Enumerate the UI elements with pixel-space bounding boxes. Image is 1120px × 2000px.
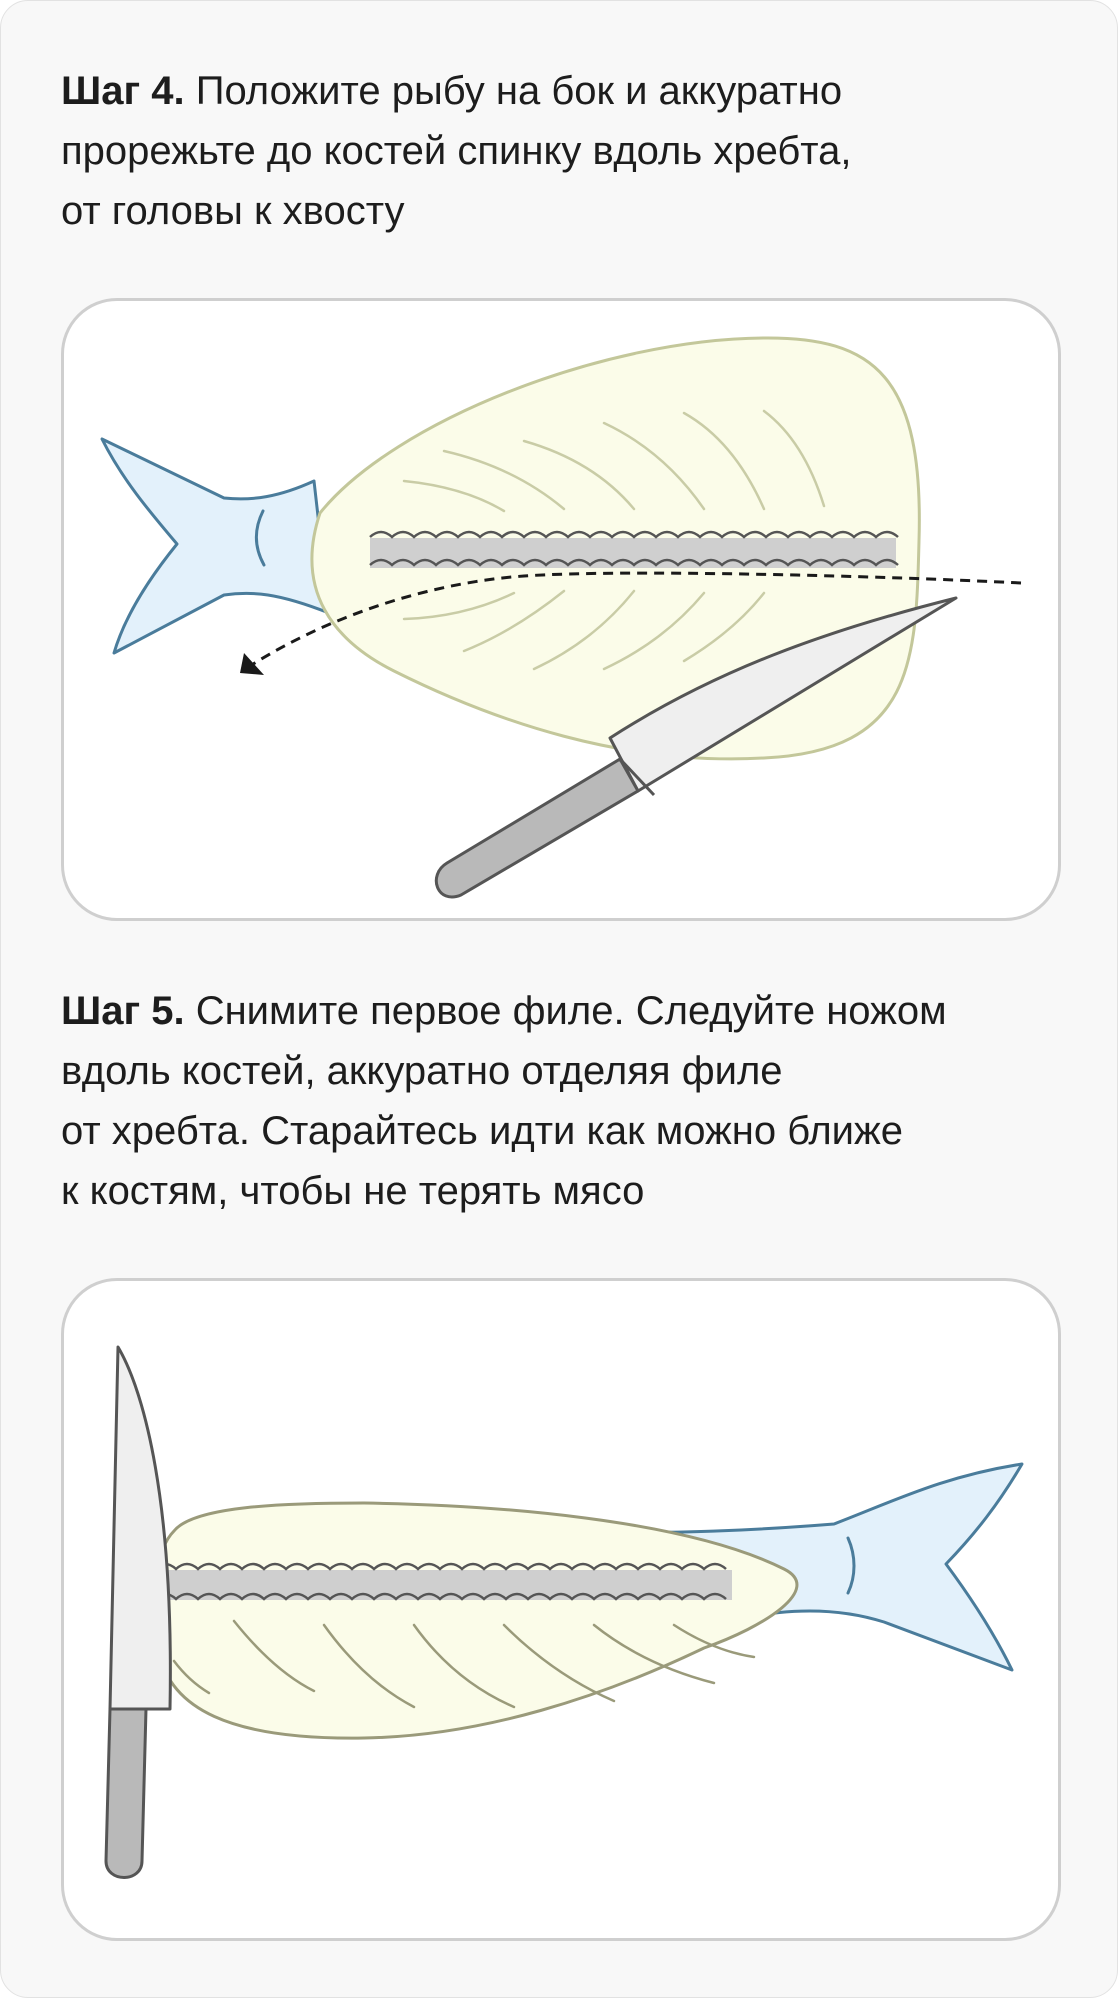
fish-tail-icon [102, 439, 329, 653]
step-4-description [61, 61, 1061, 241]
step-5-drawing [64, 1281, 1061, 1941]
step-5-description [61, 981, 1061, 1221]
step-4-text: Положите рыбу на бок и аккуратно прорежьте до костей спинку вдоль хребта, от головы к хвосту [61, 69, 852, 233]
fish-fillet-icon [155, 1503, 797, 1738]
step-4-drawing [64, 301, 1061, 921]
step-5-label: Шаг 5. [61, 989, 185, 1033]
step-5-text: Снимите первое филе. Следуйте ножом вдоль костей, аккуратно отделяя филе от хребта. Старайтесь идти как можно ближе к костям, чтобы не терять мясо [61, 989, 947, 1213]
step-4-illustration [61, 298, 1061, 921]
step-5-illustration [61, 1278, 1061, 1941]
knife-icon [106, 1347, 170, 1878]
step-4-label: Шаг 4. [61, 69, 185, 113]
